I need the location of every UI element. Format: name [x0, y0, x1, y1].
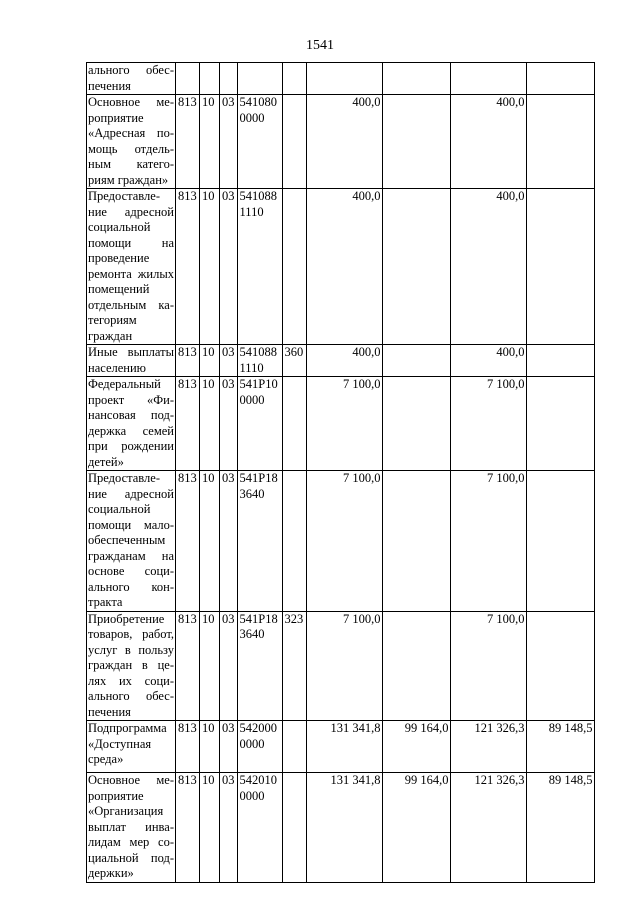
ministry-code: 813 [176, 95, 200, 189]
amount-1: 7 100,0 [306, 611, 382, 721]
amount-1: 131 341,8 [306, 773, 382, 883]
table-row [87, 63, 595, 95]
amount-3: 121 326,3 [450, 721, 526, 773]
amount-3: 121 326,3 [450, 773, 526, 883]
amount-4 [526, 611, 594, 721]
amount-1: 400,0 [306, 95, 382, 189]
ministry-code: 813 [176, 471, 200, 612]
target-article-code: 5410881110 [237, 345, 282, 377]
expense-type-code: 360 [282, 345, 306, 377]
subsection-code: 03 [220, 611, 238, 721]
amount-1: 7 100,0 [306, 471, 382, 612]
amount-4 [526, 377, 594, 471]
section-code: 10 [200, 611, 220, 721]
amount-4 [526, 345, 594, 377]
table-row [87, 345, 595, 377]
expense-type-code [282, 95, 306, 189]
amount-4 [526, 63, 594, 95]
ministry-code [176, 63, 200, 95]
subsection-code: 03 [220, 189, 238, 345]
amount-3: 7 100,0 [450, 611, 526, 721]
row-name: Предоставле-ние адресной социальной помощи на проведение ремонта жилых помещений отдельным ка-тегориям граждан [88, 189, 174, 343]
row-name: Основное ме-роприятие «Организация выплат инва-лидам мер со-циальной под-держки» [88, 773, 174, 880]
expense-type-code [282, 377, 306, 471]
amount-2 [382, 95, 450, 189]
table-row [87, 611, 595, 721]
amount-2 [382, 611, 450, 721]
section-code: 10 [200, 345, 220, 377]
section-code: 10 [200, 773, 220, 883]
amount-3 [450, 63, 526, 95]
amount-2 [382, 471, 450, 612]
amount-4 [526, 95, 594, 189]
amount-2: 99 164,0 [382, 721, 450, 773]
subsection-code: 03 [220, 471, 238, 612]
amount-2 [382, 377, 450, 471]
ministry-code: 813 [176, 611, 200, 721]
expense-type-code: 323 [282, 611, 306, 721]
table-row [87, 95, 595, 189]
row-name: Предоставле-ние адресной социальной помощи мало-обеспеченным гражданам на основе соци-ального кон-тракта [88, 471, 174, 609]
budget-table [86, 62, 595, 883]
amount-2 [382, 189, 450, 345]
amount-1: 400,0 [306, 189, 382, 345]
row-name: Основное ме-роприятие «Адресная по-мощь отдель-ным катего-риям граждан» [88, 95, 174, 187]
row-name: Приобретение товаров, работ, услуг в пользу граждан в це-лях их соци-ального обес-печения [88, 611, 174, 719]
target-article-code: 5420100000 [237, 773, 282, 883]
subsection-code: 03 [220, 773, 238, 883]
table-row [87, 189, 595, 345]
ministry-code: 813 [176, 189, 200, 345]
section-code: 10 [200, 377, 220, 471]
expense-type-code [282, 471, 306, 612]
amount-4 [526, 471, 594, 612]
amount-2: 99 164,0 [382, 773, 450, 883]
row-name: ального обес-печения [88, 63, 174, 93]
expense-type-code [282, 773, 306, 883]
amount-3: 7 100,0 [450, 377, 526, 471]
expense-type-code [282, 189, 306, 345]
ministry-code: 813 [176, 377, 200, 471]
amount-2 [382, 63, 450, 95]
subsection-code: 03 [220, 377, 238, 471]
subsection-code [220, 63, 238, 95]
table-row [87, 773, 595, 883]
expense-type-code [282, 721, 306, 773]
amount-3: 7 100,0 [450, 471, 526, 612]
row-name: Иные выплаты населению [88, 345, 174, 375]
subsection-code: 03 [220, 721, 238, 773]
section-code: 10 [200, 95, 220, 189]
amount-4 [526, 189, 594, 345]
amount-1: 400,0 [306, 345, 382, 377]
section-code: 10 [200, 189, 220, 345]
ministry-code: 813 [176, 721, 200, 773]
section-code: 10 [200, 721, 220, 773]
target-article-code: 541P183640 [237, 471, 282, 612]
subsection-code: 03 [220, 95, 238, 189]
section-code: 10 [200, 471, 220, 612]
row-name: Федеральный проект «Фи-нансовая под-держка семей при рождении детей» [88, 377, 174, 469]
table-row [87, 471, 595, 612]
target-article-code: 5410800000 [237, 95, 282, 189]
section-code [200, 63, 220, 95]
amount-1: 131 341,8 [306, 721, 382, 773]
amount-2 [382, 345, 450, 377]
table-row [87, 377, 595, 471]
expense-type-code [282, 63, 306, 95]
subsection-code: 03 [220, 345, 238, 377]
page-number: 1541 [306, 38, 334, 53]
target-article-code [237, 63, 282, 95]
ministry-code: 813 [176, 773, 200, 883]
target-article-code: 5420000000 [237, 721, 282, 773]
amount-3: 400,0 [450, 95, 526, 189]
amount-3: 400,0 [450, 345, 526, 377]
budget-table-body [87, 63, 595, 883]
amount-4: 89 148,5 [526, 773, 594, 883]
target-article-code: 541P183640 [237, 611, 282, 721]
amount-1: 7 100,0 [306, 377, 382, 471]
table-row [87, 721, 595, 773]
amount-1 [306, 63, 382, 95]
target-article-code: 5410881110 [237, 189, 282, 345]
row-name: Подпрограмма «Доступная среда» [87, 721, 176, 773]
amount-3: 400,0 [450, 189, 526, 345]
target-article-code: 541P100000 [237, 377, 282, 471]
ministry-code: 813 [176, 345, 200, 377]
amount-4: 89 148,5 [526, 721, 594, 773]
